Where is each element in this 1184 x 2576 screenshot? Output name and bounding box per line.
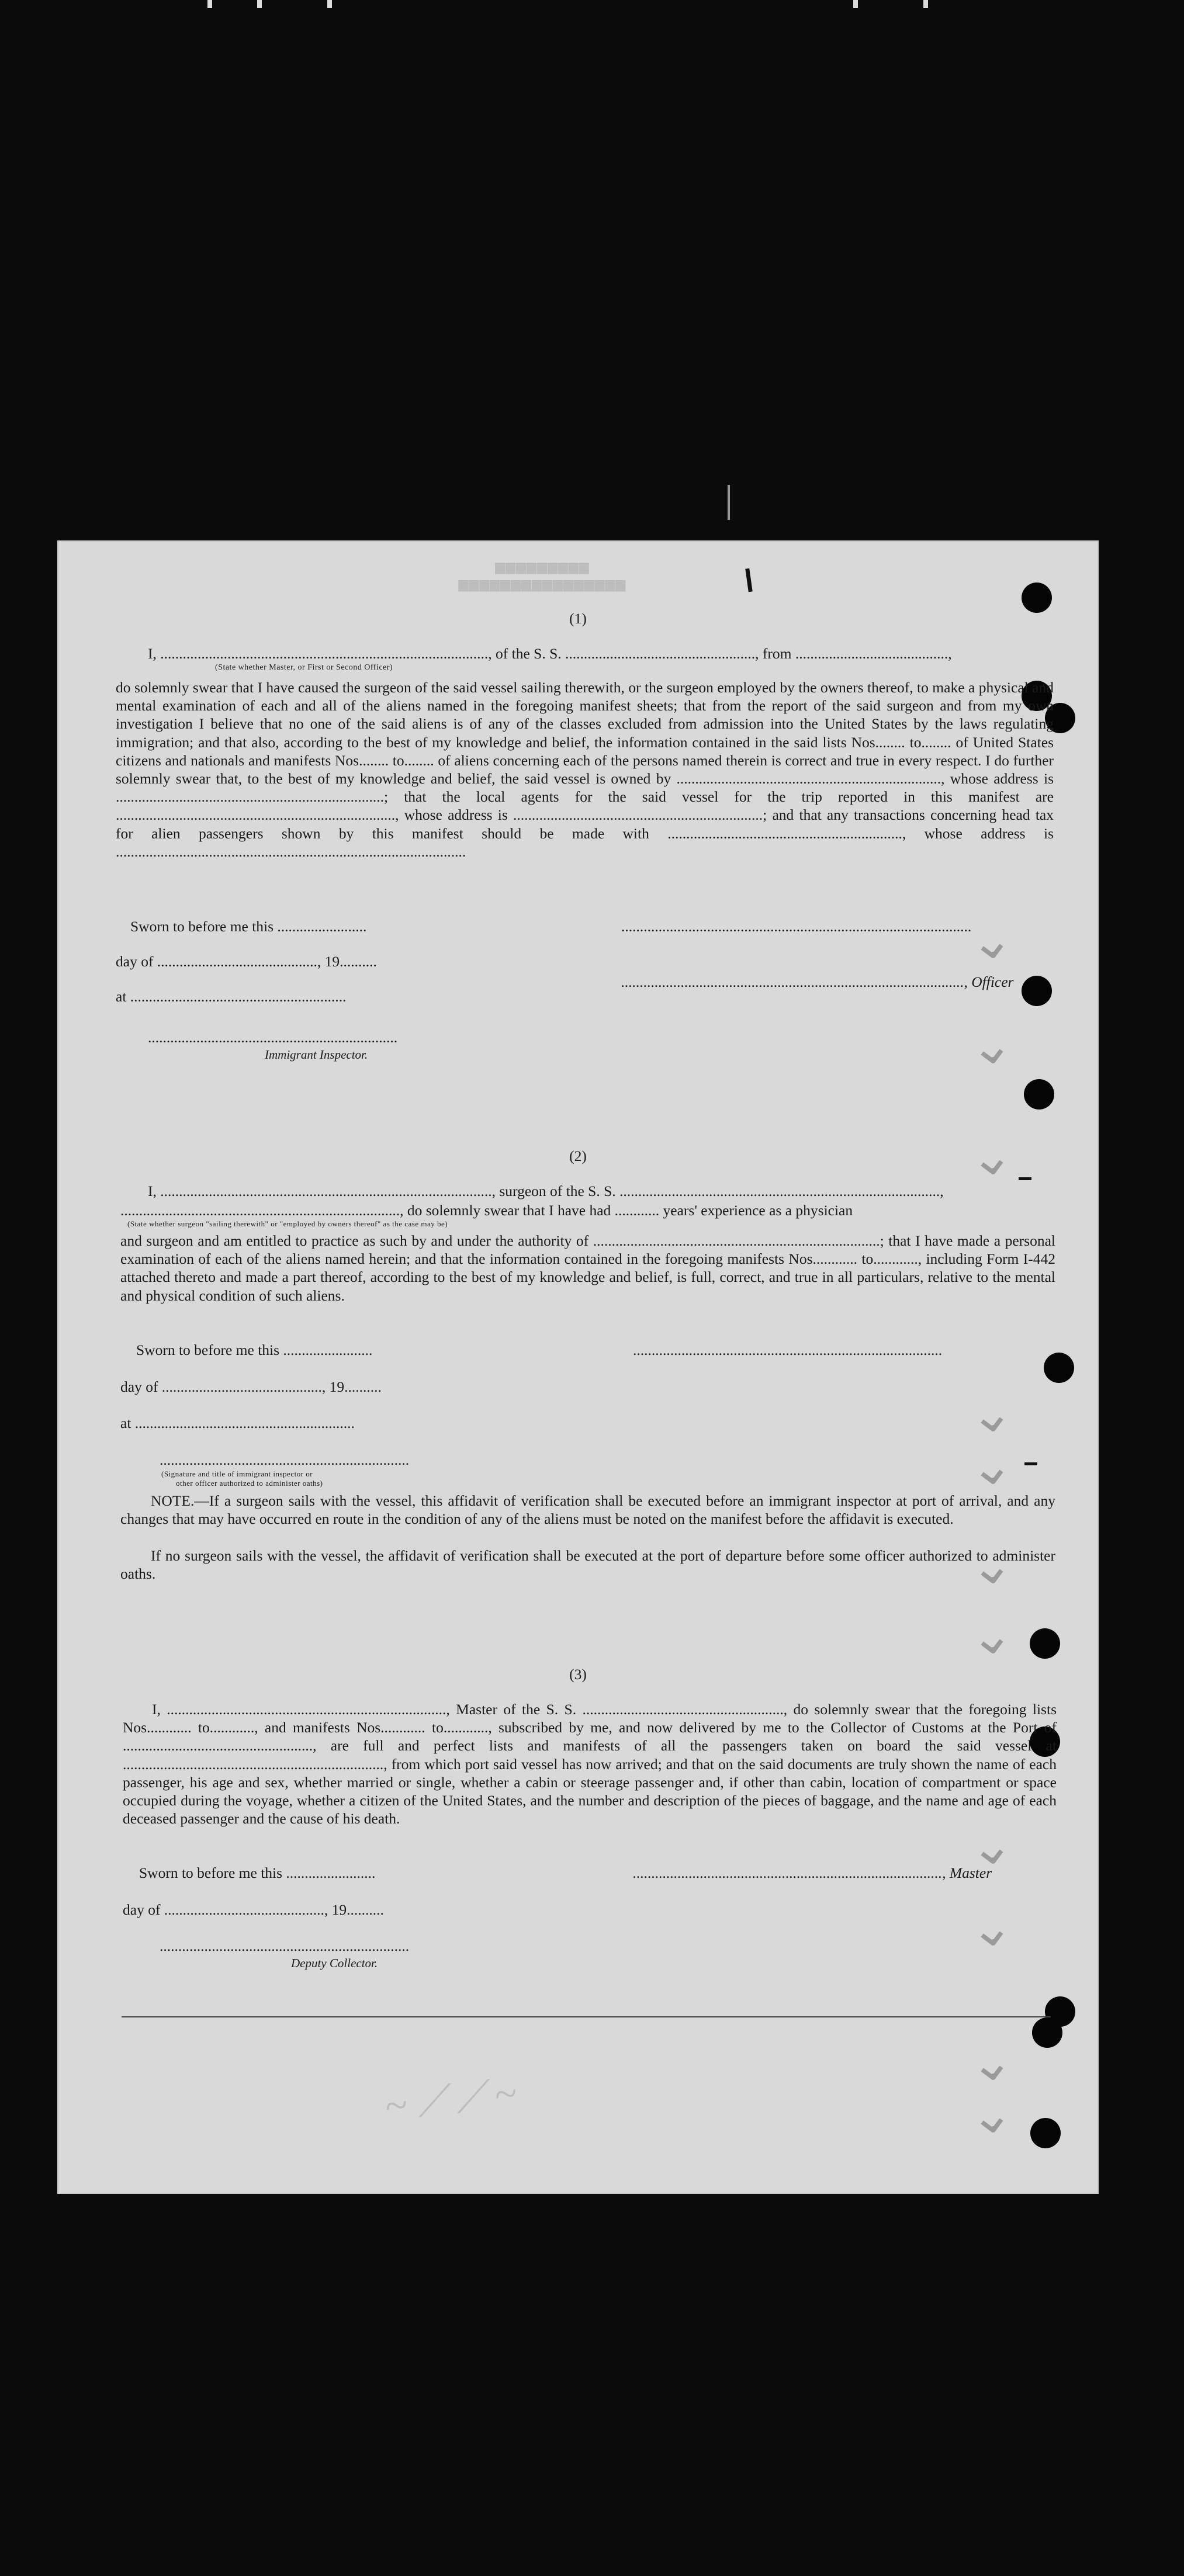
faint-check-marks: ⌄ xyxy=(964,1894,1017,1961)
manifest-page xyxy=(57,540,1099,2194)
faint-check-marks: ⌄ xyxy=(964,1380,1017,1447)
film-mark xyxy=(923,0,928,8)
bottom-rule xyxy=(122,2016,1051,2017)
film-mark xyxy=(257,0,262,8)
faint-check-marks: ⌄ xyxy=(964,1602,1017,1669)
section-3-collector-title: Deputy Collector. xyxy=(291,1956,378,1970)
film-mark xyxy=(728,485,730,520)
punch-hole xyxy=(1044,1353,1074,1383)
section-2-first-line: I, ........................................................................................., surgeon of the S. S. ......................................................................................, xyxy=(148,1183,944,1199)
section-2-day: day of ..........................................., 19.......... xyxy=(120,1378,382,1395)
edge-mark xyxy=(1019,1177,1031,1180)
faint-check-marks: ⌄ xyxy=(964,1123,1017,1190)
edge-mark xyxy=(1024,1462,1037,1465)
section-2-at: at ........................................................... xyxy=(120,1414,355,1431)
section-3-collector-line: ................................................................... xyxy=(160,1937,410,1954)
section-2-caption: (State whether surgeon "sailing therewith" or "employed by owners thereof" as the case may be) xyxy=(127,1219,448,1228)
section-3-sworn: Sworn to before me this ........................ xyxy=(139,1864,376,1881)
section-2-note-2: If no surgeon sails with the vessel, the affidavit of verification shall be executed at the port of departure before some officer authorized to administer oaths. xyxy=(120,1547,1055,1583)
section-1-number: (1) xyxy=(569,610,587,627)
faint-check-marks: ⌄ xyxy=(964,1812,1017,1880)
section-3-master-signature: ..................................................................................., Master xyxy=(633,1864,992,1881)
section-1-inspector-line: ................................................................... xyxy=(148,1029,398,1046)
section-2-sworn: Sworn to before me this ........................ xyxy=(136,1341,373,1358)
faint-check-marks: ⌄ xyxy=(964,1532,1017,1599)
punch-hole xyxy=(1022,583,1052,613)
punch-hole xyxy=(1030,2118,1061,2148)
punch-hole xyxy=(1022,976,1052,1006)
section-1-caption: (State whether Master, or First or Second Officer) xyxy=(215,663,393,672)
section-1-right-line: .............................................................................................. xyxy=(621,918,972,935)
film-mark xyxy=(207,0,212,8)
section-2-caption-a: (Signature and title of immigrant inspector or xyxy=(161,1469,313,1478)
punch-hole xyxy=(1032,2017,1062,2048)
section-1-officer-signature: ............................................................................................, Officer xyxy=(621,973,1014,990)
section-2-note: NOTE.—If a surgeon sails with the vessel, this affidavit of verification shall be executed before an immigrant inspector at port of arrival, and any changes that may have occurred en route in the condition of any of the aliens must be noted on the manifest before the affidavit is executed. xyxy=(120,1492,1055,1528)
film-mark xyxy=(327,0,332,8)
section-2-number: (2) xyxy=(569,1147,587,1164)
film-mark xyxy=(853,0,858,8)
section-1-day: day of ..........................................., 19.......... xyxy=(116,953,377,970)
section-3-number: (3) xyxy=(569,1666,587,1683)
section-3-day: day of ..........................................., 19.......... xyxy=(123,1901,384,1918)
faint-check-marks: ⌄ xyxy=(964,907,1017,974)
section-1-inspector-title: Immigrant Inspector. xyxy=(265,1048,368,1062)
section-1-oath-paragraph: do solemnly swear that I have caused the surgeon of the said vessel sailing therewith, or the surgeon employed by the owners thereof, to make a physical and mental examination of each and all of the aliens named in the foregoing manifest sheets; that from the report of the said surgeon and from my own investigation I believe that no one of the said aliens is of any of the classes excluded from admission into the United States by the laws regulating immigration; and that also, according to the best of my knowledge and belief, the information contained in the said lists Nos........ to........ of United States citizens and nationals and manifests Nos........ to........ of aliens concerning each of the persons named therein is correct and true in every respect. I do further solemnly swear that, to the best of my knowledge and belief, the said vessel is owned by ......................................................................., whose address is ........................................................................; that the local agents for the said vessel for the trip reported in this manifest are ..........................................................................., whose address is ...................................................................; and that any transactions concerning head tax for alien passengers shown by this manifest should be made with ..............................................................., whose address is .............................................................................................. xyxy=(116,679,1054,860)
faint-header-stamp: ▆▆▆▆▆▆▆▆▆ ▆▆▆▆▆▆▆▆▆▆▆▆▆▆▆▆ xyxy=(458,559,626,591)
punch-hole xyxy=(1024,1079,1054,1110)
section-3-oath-paragraph: I, ..........................................................................., Master of the S. S. ......................................................, do solemnly swear that the foregoing lists Nos............ to............, and manifests Nos............ to............, subscribed by me, and now delivered by me to the Collector of Customs at the Port of ..................................................., are full and perfect lists and manifests of all the passengers taken on board the said vessel at ......................................................................, from which port said vessel has now arrived; and that on the said documents are truly shown the name of each passenger, his age and sex, whether married or single, whether a cabin or steerage passenger and, if other than cabin, location of compartment or space occupied during the voyage, whether a citizen of the United States, and the number and description of the pieces of baggage, and the name and age of each deceased passenger and the cause of his death. xyxy=(123,1701,1057,1828)
section-2-caption-b: other officer authorized to administer oaths) xyxy=(176,1479,323,1488)
punch-hole xyxy=(1030,1628,1060,1659)
section-2-oath-paragraph: and surgeon and am entitled to practice as such by and under the authority of .............................................................................; that I have made a personal examination of each of the aliens named herein; and that the information contained in the foregoing manifests Nos............ to............, including Form I-442 attached thereto and made a part thereof, according to the best of my knowledge and belief, is full, correct, and true in all particulars, relative to the mental and physical condition of such aliens. xyxy=(120,1232,1055,1304)
ink-mark xyxy=(745,568,752,592)
section-1-sworn: Sworn to before me this ........................ xyxy=(130,918,367,935)
section-2-right-line: ................................................................................... xyxy=(633,1341,943,1358)
faint-check-marks: ⌄ xyxy=(964,2081,1017,2148)
section-1-first-line: I, ........................................................................................, of the S. S. ..................................................., from ........................................., xyxy=(148,645,952,662)
faint-check-marks: ⌄ xyxy=(964,1012,1017,1079)
faint-bleed-through-handwriting: ~ ⟋ ⟋ ~ xyxy=(382,2071,519,2130)
section-2-signature-line: ................................................................... xyxy=(160,1451,410,1468)
faint-check-marks: ⌄ xyxy=(964,1433,1017,1500)
section-2-second-line: ..........................................................................., do solemnly swear that I have had ............ years' experience as a physician xyxy=(120,1202,853,1219)
section-1-at: at .......................................................... xyxy=(116,988,347,1005)
faint-check-marks: ⌄ xyxy=(964,2029,1017,2096)
